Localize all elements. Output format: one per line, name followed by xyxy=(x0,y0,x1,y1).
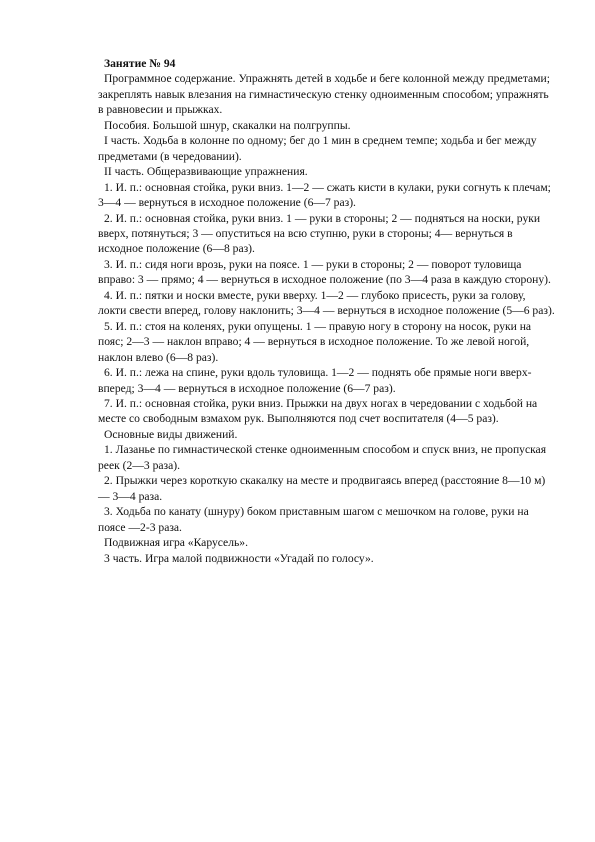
paragraph-part-3: 3 часть. Игра малой подвижности «Угадай по голосу». xyxy=(104,551,374,565)
paragraph-movement-1: 1. Лазанье по гимнастической стенке одноименным способом и спуск вниз, не пропуская реек (2—3 раза). xyxy=(98,443,547,472)
paragraph-exercise-5: 5. И. п.: стоя на коленях, руки опущены. 1 — правую ногу в сторону на носок, руки на пояс; 2—3 — наклон вправо; 4 — вернуться в исходное положение. То же левой ногой, наклон влево (6—8 раз). xyxy=(98,319,532,364)
paragraph-exercise-1: 1. И. п.: основная стойка, руки вниз. 1—2 — сжать кисти в кулаки, руки согнуть к плечам; 3—4 — вернуться в исходное положение (6—7 раз). xyxy=(98,180,551,210)
paragraph-exercise-3: 3. И. п.: сидя ноги врозь, руки на поясе. 1 — руки в стороны; 2 — поворот туловища вправо: 3 — прямо; 4 — вернуться в исходное положение (по 3—4 раза в каждую сторону). xyxy=(98,257,551,287)
paragraph-movement-2: 2. Прыжки через короткую скакалку на месте и продвигаясь вперед (расстояние 8—10 м) — 3—4 раза. xyxy=(98,474,546,503)
paragraph-part-2: II часть. Общеразвивающие упражнения. xyxy=(104,165,308,179)
paragraph-active-game: Подвижная игра «Карусель». xyxy=(104,536,248,550)
document-body xyxy=(98,56,556,566)
paragraph-main-movements: Основные виды движений. xyxy=(104,427,238,441)
paragraph-exercise-6: 6. И. п.: лежа на спине, руки вдоль туловища. 1—2 — поднять обе прямые ноги вверх-вперед; 3—4 — вернуться в исходное положение (6—7 раз). xyxy=(98,366,532,395)
paragraph-aids: Пособия. Большой шнур, скакалки на полгруппы. xyxy=(104,118,351,132)
paragraph-exercise-2: 2. И. п.: основная стойка, руки вниз. 1 — руки в стороны; 2 — подняться на носки, руки вверх, потянуться; 3 — опуститься на всю ступню, руки в стороны; 4— вернуться в исходное положение (6—8 раз). xyxy=(98,211,541,256)
paragraph-exercise-4: 4. И. п.: пятки и носки вместе, руки вверху. 1—2 — глубоко присесть, руки за голову, локти свести вперед, голову наклонить; 3—4 — вернуться в исходное положение (5—6 раз). xyxy=(98,288,555,318)
paragraph-program-content: Программное содержание. Упражнять детей в ходьбе и беге колонной между предметами; закреплять навык влезания на гимнастическую стенку одноименным способом; упражнять в равновесии и прыжках. xyxy=(98,72,550,117)
paragraph-part-1: I часть. Ходьба в колонне по одному; бег до 1 мин в среднем темпе; ходьба и бег между предметами (в чередовании). xyxy=(98,134,537,163)
paragraph-movement-3: 3. Ходьба по канату (шнуру) боком приставным шагом с мешочком на голове, руки на поясе —2-3 раза. xyxy=(98,505,529,534)
paragraph-exercise-7: 7. И. п.: основная стойка, руки вниз. Прыжки на двух ногах в чередовании с ходьбой на месте со свободным взмахом рук. Выполняются под счет воспитателя (4—5 раз). xyxy=(98,396,538,426)
document-title: Занятие № 94 xyxy=(104,57,176,70)
